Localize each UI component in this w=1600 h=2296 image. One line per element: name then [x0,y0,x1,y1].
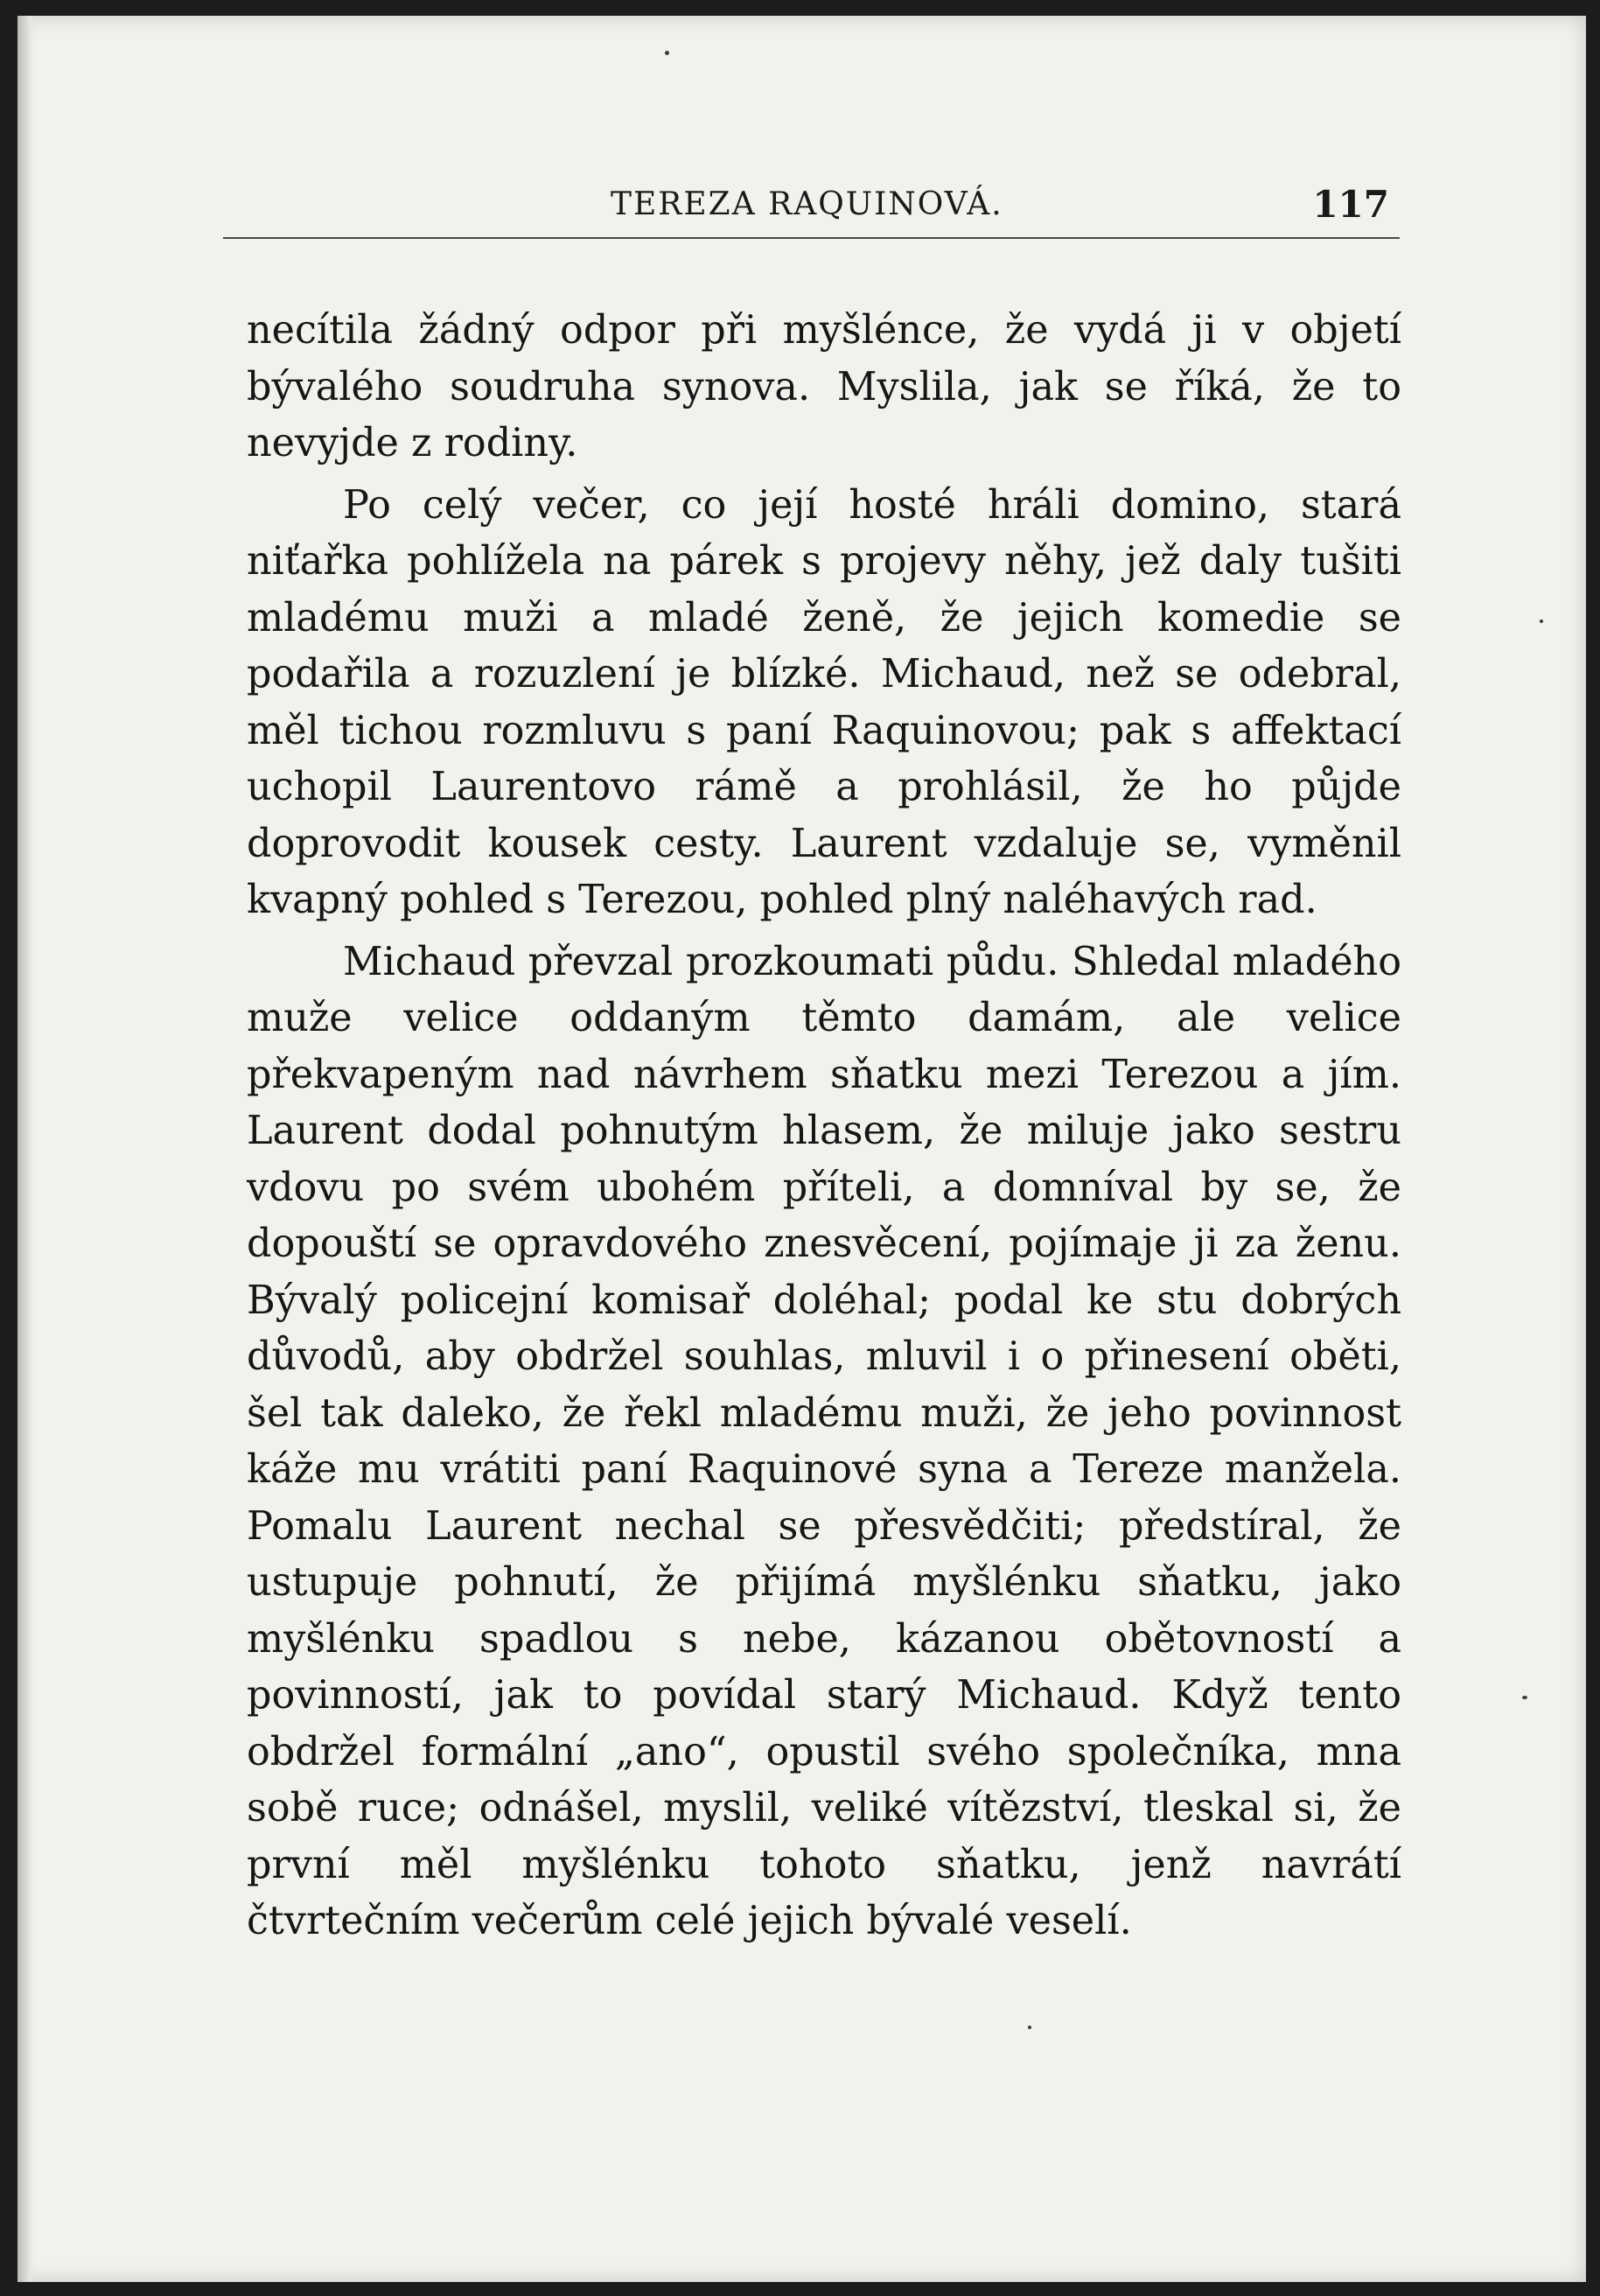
scan-speck [1522,1696,1527,1699]
paper-sheet [17,16,1586,2282]
scan-speck [1028,2026,1031,2029]
paragraph-2: Po celý večer, co její hosté hráli domino, stará niťařka pohlížela na párek s projevy něhy, jež daly tušiti mladému muži a mladé ženě, že jejich komedie se podařila a rozuzlení je blízké. Michaud, než se odebral, měl tichou rozmluvu s paní Raquinovou; pak s affektací uchopil Laurentovo rámě a prohlásil, že ho půjde doprovodit kousek cesty. Laurent vzdaluje se, vyměnil kvapný pohled s Terezou, pohled plný naléhavých rad. [247,482,1401,922]
scan-speck [1540,620,1543,623]
scan-speck [665,51,669,55]
paragraph-3: Michaud převzal prozkoumati půdu. Shledal mladého muže velice oddaným těmto damám, ale velice překvapeným nad návrhem sňatku mezi Terezou a jím. Laurent dodal pohnutým hlasem, že miluje jako sestru vdovu po svém ubohém příteli, a domníval by se, že dopouští se opravdového znesvěcení, pojímaje ji za ženu. Bývalý policejní komisař doléhal; podal ke stu dobrých důvodů, aby obdržel souhlas, mluvil i o přinesení oběti, šel tak daleko, že řekl mladému muži, že jeho povinnost káže mu vrátiti paní Raquinové syna a Tereze manžela. Pomalu Laurent nechal se přesvědčiti; předstíral, že ustupuje pohnutí, že přijímá myšlénku sňatku, jako myšlénku spadlou s nebe, kázanou obětovností a povinností, jak to povídal starý Michaud. Když tento obdržel formální „ano“, opustil svého společníka, mna sobě ruce; odnášel, myslil, veliké vítězství, tleskal si, že první měl myšlénku tohoto sňatku, jenž navrátí čtvrtečním večerům celé jejich bývalé veselí. [247,939,1401,1943]
body-text [247,303,1401,1956]
binding-edge [17,16,31,2282]
running-title: TEREZA RAQUINOVÁ. [611,186,1003,222]
paragraph-1: necítila žádný odpor při myšlénce, že vydá ji v objetí bývalého soudruha synova. Myslila, jak se říká, že to nevyjde z rodiny. [247,308,1401,466]
page-header [223,171,1400,239]
page-number: 117 [1312,183,1389,226]
